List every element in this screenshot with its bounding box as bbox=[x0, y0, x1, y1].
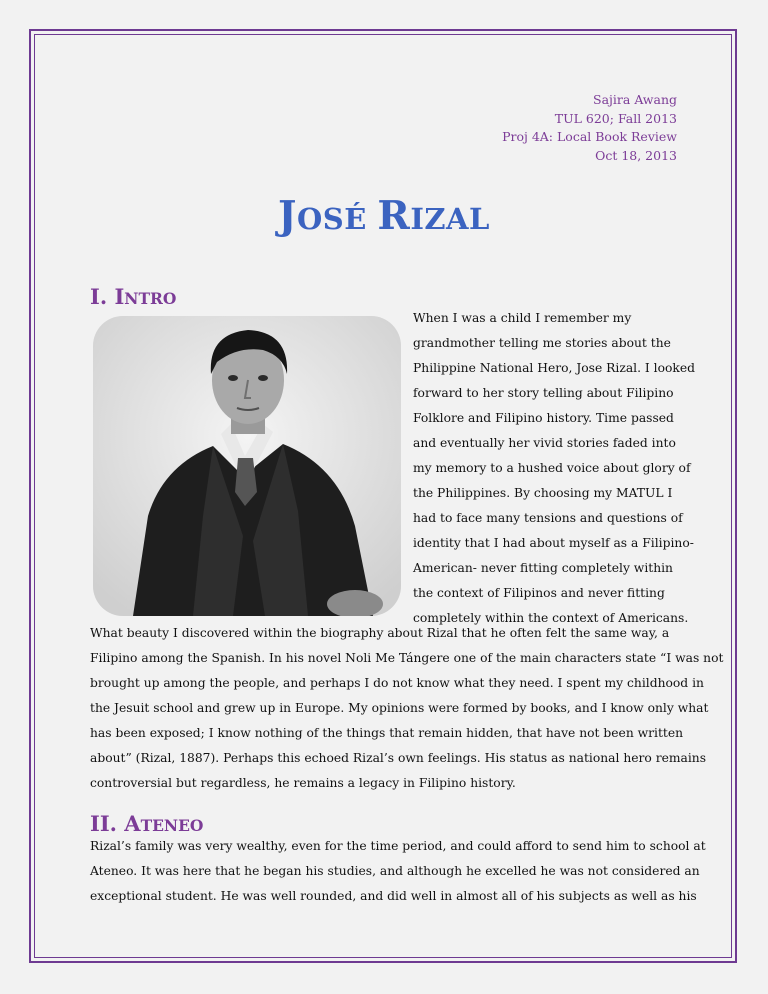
title-initial-last: R bbox=[377, 193, 411, 239]
text-line: identity that I had about myself as a Filipino- bbox=[413, 536, 694, 550]
date-line: Oct 18, 2013 bbox=[595, 147, 677, 163]
text-line: American- never fitting completely within bbox=[413, 561, 673, 575]
ateneo-text bbox=[90, 834, 706, 909]
title-initial-first: J bbox=[278, 193, 297, 239]
text-line: exceptional student. He was well rounded, and did well in almost all of his subjects as well as his bbox=[90, 889, 697, 903]
course-line: TUL 620; Fall 2013 bbox=[554, 110, 677, 126]
text-line: has been exposed; I know nothing of the things that remain hidden, that have not been written bbox=[90, 726, 684, 740]
heading-initial: II. A bbox=[90, 811, 141, 836]
text-line: Ateneo. It was here that he began his studies, and although he excelled he was not considered an bbox=[90, 864, 700, 878]
intro-side-text bbox=[413, 306, 695, 631]
text-line: What beauty I discovered within the biography about Rizal that he often felt the same way, a bbox=[90, 626, 670, 640]
section-heading-intro bbox=[90, 284, 176, 309]
heading-rest: NTRO bbox=[124, 289, 177, 308]
text-line: the Jesuit school and grew up in Europe. My opinions were formed by books, and I know only what bbox=[90, 701, 709, 715]
project-line: Proj 4A: Local Book Review bbox=[502, 129, 677, 144]
text-line: Philippine National Hero, Jose Rizal. I looked bbox=[413, 361, 696, 375]
title-rest-first: OSÉ bbox=[296, 202, 378, 236]
section-heading-ateneo bbox=[90, 811, 203, 836]
heading-initial: I. I bbox=[90, 284, 125, 309]
portrait-photo bbox=[93, 316, 401, 616]
text-line: Folklore and Filipino history. Time passed bbox=[413, 411, 674, 425]
text-line: had to face many tensions and questions of bbox=[413, 511, 683, 525]
intro-full-text bbox=[90, 621, 723, 796]
text-line: the context of Filipinos and never fitting bbox=[413, 586, 665, 600]
text-line: completely within the context of Americans. bbox=[413, 611, 689, 625]
text-line: When I was a child I remember my bbox=[413, 311, 632, 325]
author-header bbox=[502, 91, 677, 165]
text-line: Rizal’s family was very wealthy, even for the time period, and could afford to send him to school at bbox=[90, 839, 706, 853]
text-line: the Philippines. By choosing my MATUL I bbox=[413, 486, 673, 500]
text-line: Filipino among the Spanish. In his novel Noli Me Tángere one of the main characters state “I was not bbox=[90, 651, 724, 665]
document-title bbox=[0, 193, 768, 239]
title-rest-last: IZAL bbox=[410, 202, 490, 236]
heading-rest: TENEO bbox=[140, 816, 204, 835]
text-line: and eventually her vivid stories faded into bbox=[413, 436, 676, 450]
text-line: controversial but regardless, he remains a legacy in Filipino history. bbox=[90, 776, 516, 790]
text-line: about” (Rizal, 1887). Perhaps this echoed Rizal’s own feelings. His status as national hero remains bbox=[90, 751, 707, 765]
text-line: brought up among the people, and perhaps I do not know what they need. I spent my childhood in bbox=[90, 676, 704, 690]
text-line: forward to her story telling about Filipino bbox=[413, 386, 674, 400]
author-name: Sajira Awang bbox=[593, 92, 677, 107]
text-line: grandmother telling me stories about the bbox=[413, 336, 671, 350]
text-line: my memory to a hushed voice about glory of bbox=[413, 461, 691, 475]
portrait-icon bbox=[93, 316, 401, 616]
